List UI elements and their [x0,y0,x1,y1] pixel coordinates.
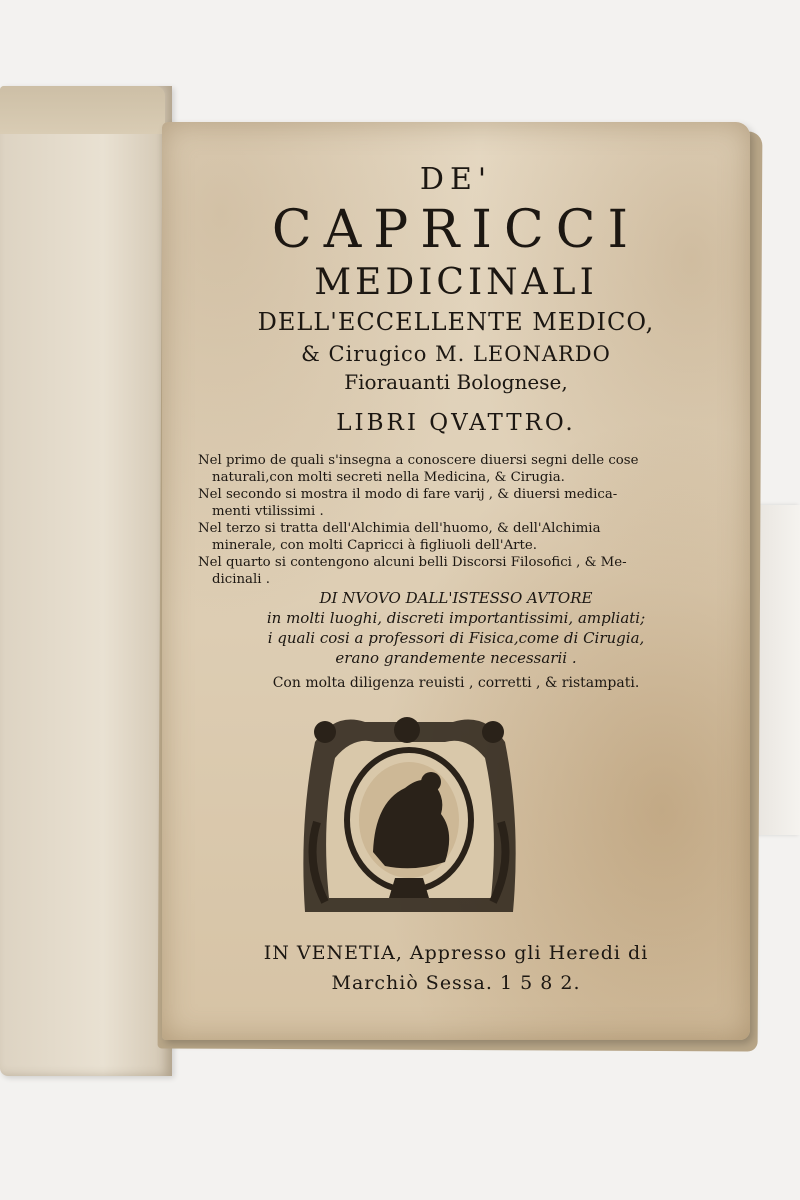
contents-line: Nel quarto si contengono alcuni belli Discorsi Filosofici , & Me- [198,555,627,570]
contents-line: Nel terzo si tratta dell'Alchimia dell'huomo, & dell'Alchimia [198,521,601,536]
printers-device-woodcut [295,702,523,924]
author-name-line: Fiorauanti Bolognese, [344,370,568,394]
edition-line: in molti luoghi, discreti importantissimi, ampliati; [266,609,646,627]
imprint-line-2: Marchiò Sessa. 1 5 8 2. [331,972,581,994]
books-line: LIBRI QVATTRO. [336,410,576,436]
title-line-de: DE' [419,162,493,197]
author-line: & Cirugico M. LEONARDO [301,342,611,366]
edition-line: DI NVOVO DALL'ISTESSO AVTORE [319,589,593,607]
edition-line: erano grandemente necessarii . [335,649,577,667]
title-line-medico: DELL'ECCELLENTE MEDICO, [257,308,655,336]
title-page [162,122,750,1040]
left-blank-page [0,86,172,1076]
contents-line: minerale, con molti Capricci à figliuoli dell'Arte. [212,538,537,553]
contents-line: Nel secondo si mostra il modo di fare varij , & diuersi medica- [198,487,618,502]
left-page-torn-edge [0,86,165,134]
title-line-capricci: CAPRICCI [271,200,641,260]
contents-line: naturali,con molti secreti nella Medicina, & Cirugia. [212,470,565,485]
revision-line: Con molta diligenza reuisti , corretti , & ristampati. [272,675,640,691]
contents-description [198,452,718,588]
edition-line: i quali cosi a professori di Fisica,come di Cirugia, [267,629,645,647]
edition-note [162,588,750,668]
contents-line: menti vtilissimi . [212,504,324,519]
contents-line: dicinali . [212,572,270,587]
contents-line: Nel primo de quali s'insegna a conoscere diuersi segni delle cose [198,453,639,468]
imprint-line-1: IN VENETIA, Appresso gli Heredi di [263,942,649,964]
title-line-medicinali: MEDICINALI [314,262,598,303]
